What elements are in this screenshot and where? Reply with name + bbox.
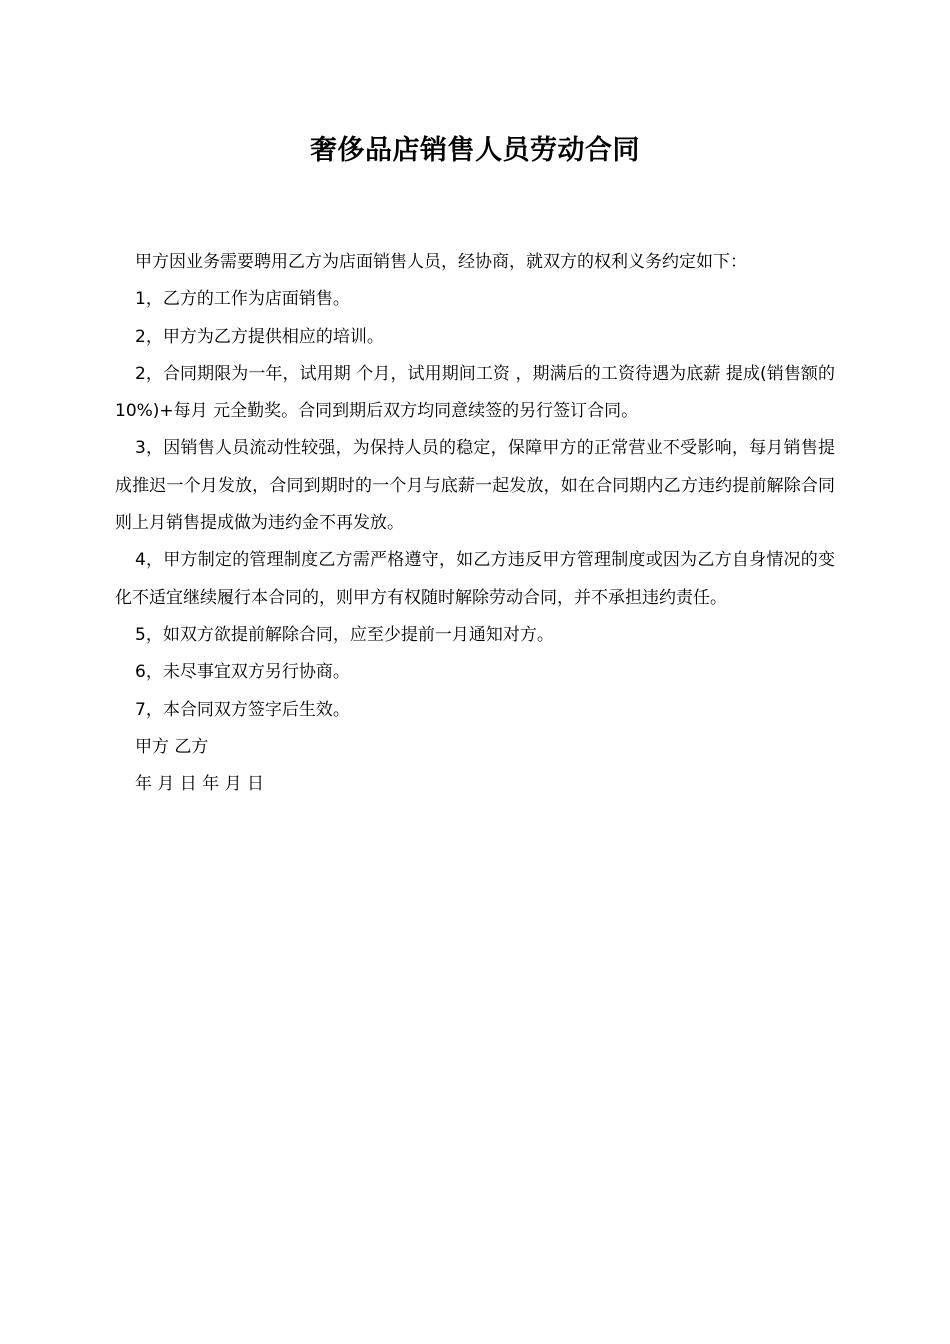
contract-title: 奢侈品店销售人员劳动合同 [310, 135, 640, 166]
clause-5: 5，如双方欲提前解除合同，应至少提前一月通知对方。 [135, 624, 554, 645]
clause-2-training: 2，甲方为乙方提供相应的培训。 [135, 326, 384, 347]
clause-1: 1，乙方的工作为店面销售。 [135, 289, 350, 310]
intro-paragraph: 甲方因业务需要聘用乙方为店面销售人员，经协商，就双方的权利义务约定如下： [135, 252, 747, 272]
clause-7: 7，本合同双方签字后生效。 [135, 699, 350, 720]
signature-parties: 甲方 乙方 [135, 736, 209, 757]
clause-6: 6，未尽事宜双方另行协商。 [135, 662, 350, 683]
signature-dates: 年 月 日 年 月 日 [135, 774, 265, 795]
clause-4: 4，甲方制定的管理制度乙方需严格遵守，如乙方违反甲方管理制度或因为乙方自身情况的变化不适宜继续履行本合同的，则甲方有权随时解除劳动合同，并不承担违约责任。 [115, 550, 835, 608]
clause-2-term-salary: 2，合同期限为一年，试用期 个月，试用期间工资 ，期满后的工资待遇为底薪 提成(销售额的 10%)+每月 元全勤奖。合同到期后双方均同意续签的另行签订合同。 [115, 363, 835, 422]
contract-body [115, 244, 835, 803]
clause-3: 3，因销售人员流动性较强，为保持人员的稳定，保障甲方的正常营业不受影响，每月销售提成推迟一个月发放，合同到期时的一个月与底薪一起发放，如在合同期内乙方违约提前解除合同则上月销售提成做为违约金不再发放。 [115, 438, 835, 534]
